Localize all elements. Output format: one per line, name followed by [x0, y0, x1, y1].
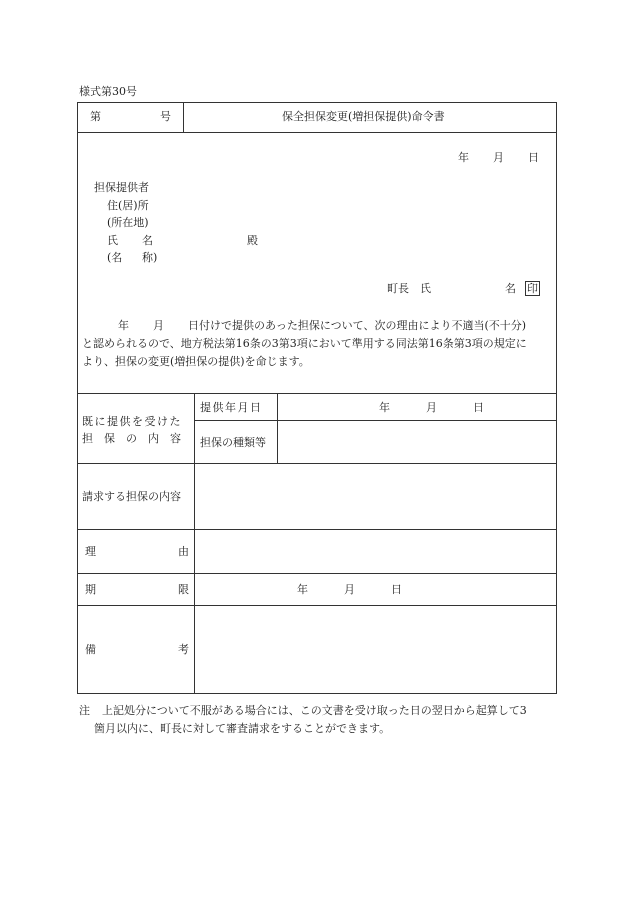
issue-date-year: 年 — [458, 151, 469, 164]
issuer-title: 町長 — [387, 282, 409, 295]
form-number-label: 様式第30号 — [79, 85, 137, 98]
address-label: 住(居)所 — [107, 199, 149, 212]
reason-label-1: 理 — [85, 545, 96, 558]
deadline-day: 日 — [391, 583, 402, 596]
row-divider-1 — [77, 463, 557, 464]
issue-date-month: 月 — [493, 151, 504, 164]
deadline-label-2: 限 — [178, 583, 189, 596]
body-line2-text: と認められるので、地方税法第16条の3第3項において準用する同法第16条第3項の規定に — [82, 337, 527, 350]
row-divider-4 — [77, 605, 557, 606]
recipient-name-label-1: 氏 — [107, 234, 118, 247]
provided-security-label-1: 既に提供を受けた — [82, 415, 182, 428]
reason-label-2: 由 — [178, 545, 189, 558]
company-name-label-1: (名 — [107, 251, 123, 264]
deadline-year: 年 — [297, 583, 308, 596]
provided-date-label: 提供年月日 — [200, 401, 263, 414]
body-line1-month: 月 — [153, 319, 164, 332]
issuer-name-label-2: 名 — [505, 282, 516, 295]
issuer-name-label-1: 氏 — [420, 282, 431, 295]
document-number-suffix: 号 — [160, 110, 171, 123]
note-line-2: 箇月以内に、町長に対して審査請求をすることができます。 — [94, 722, 391, 735]
row-divider-3 — [77, 573, 557, 574]
remarks-label-1: 備 — [85, 643, 96, 656]
seal-mark — [525, 281, 540, 296]
body-line1-year: 年 — [118, 319, 129, 332]
table-top-line — [77, 393, 557, 394]
provided-date-year: 年 — [379, 401, 390, 414]
company-name-label-2: 称) — [142, 251, 158, 264]
issue-date-day: 日 — [528, 151, 539, 164]
document-title: 保全担保変更(増担保提供)命令書 — [282, 110, 445, 123]
location-label: (所在地) — [107, 216, 149, 229]
document-number-prefix: 第 — [90, 110, 101, 123]
note-line-1: 上記処分について不服がある場合には、この文書を受け取った日の翌日から起算して3 — [102, 704, 527, 717]
deadline-month: 月 — [344, 583, 355, 596]
header-divider — [77, 132, 557, 133]
row-divider-2 — [77, 529, 557, 530]
seal-stamp-icon: 印 — [527, 282, 538, 295]
security-type-label: 担保の種類等 — [200, 436, 266, 449]
recipient-heading: 担保提供者 — [94, 181, 149, 194]
provided-security-label-2: 担保の内容 — [82, 432, 192, 445]
note-prefix: 注 — [79, 704, 90, 717]
provided-date-month: 月 — [426, 401, 437, 414]
body-line3-text: より、担保の変更(増担保の提供)を命じます。 — [82, 355, 310, 368]
provided-subcolumn-divider — [277, 393, 278, 463]
provided-date-day: 日 — [473, 401, 484, 414]
recipient-name-label-2: 名 — [142, 234, 153, 247]
provided-subrow-divider — [194, 420, 557, 421]
requested-security-label: 請求する担保の内容 — [82, 490, 181, 503]
deadline-label-1: 期 — [85, 583, 96, 596]
honorific: 殿 — [247, 234, 258, 247]
table-label-column-divider — [194, 393, 195, 694]
body-line1-text: 日付けで提供のあった担保について、次の理由により不適当(不十分) — [188, 319, 527, 332]
remarks-label-2: 考 — [178, 643, 189, 656]
header-column-divider — [183, 102, 184, 132]
